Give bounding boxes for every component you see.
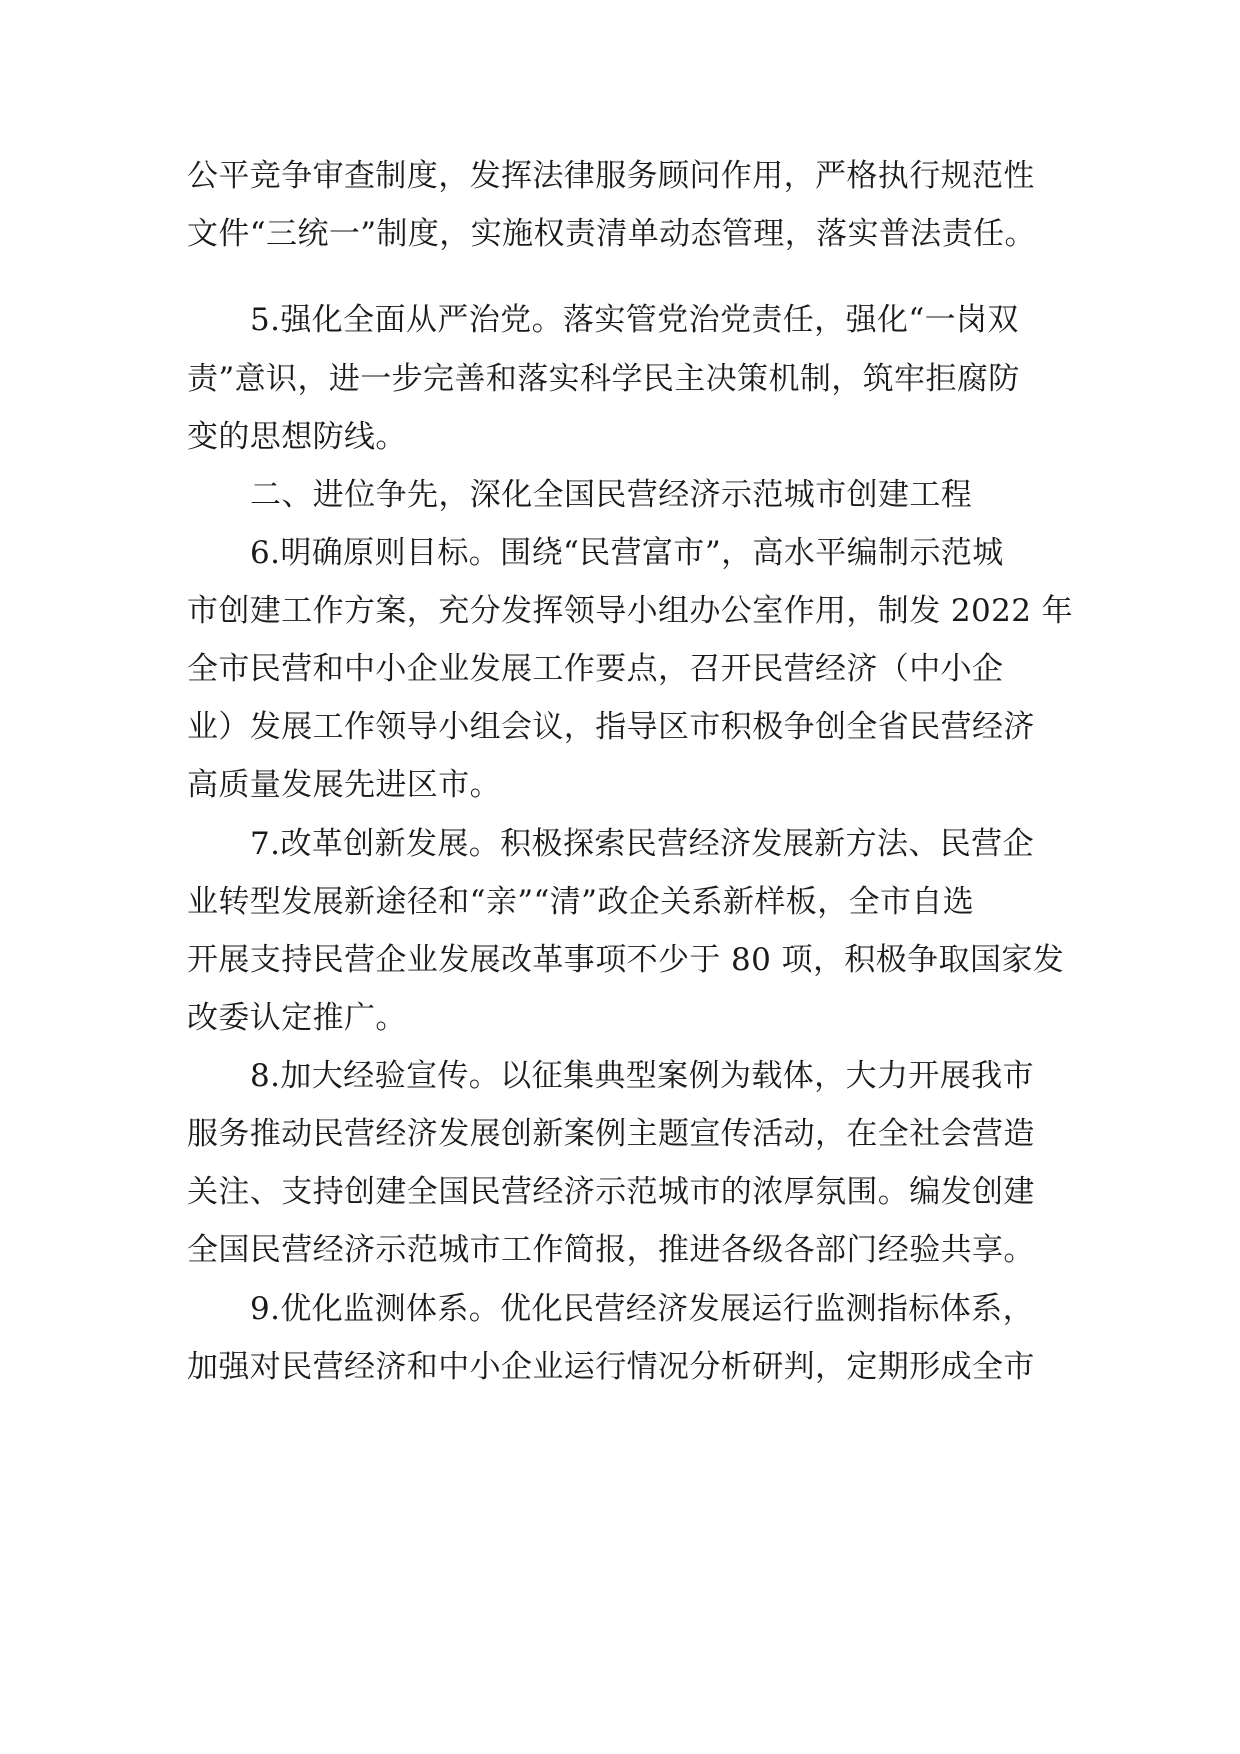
text-line: 业转型发展新途径和“亲”“清”政企关系新样板，全市自选 (187, 884, 975, 920)
text-line: 改委认定推广。 (187, 1000, 407, 1036)
paragraph-6-start: 6.明确原则目标。围绕“民营富市”，高水平编制示范城 (250, 535, 1004, 571)
text-line: 文件“三统一”制度，实施权责清单动态管理，落实普法责任。 (187, 216, 1036, 252)
section-heading: 二、进位争先，深化全国民营经济示范城市创建工程 (250, 477, 973, 513)
paragraph-8-start: 8.加大经验宣传。以征集典型案例为载体，大力开展我市 (250, 1058, 1034, 1094)
text-line: 公平竞争审查制度，发挥法律服务顾问作用，严格执行规范性 (187, 158, 1035, 194)
text-line: 高质量发展先进区市。 (187, 767, 501, 803)
text-line: 关注、支持创建全国民营经济示范城市的浓厚氛围。编发创建 (187, 1174, 1035, 1210)
paragraph-5-start: 5.强化全面从严治党。落实管党治党责任，强化“一岗双 (250, 302, 1019, 338)
text-line: 服务推动民营经济发展创新案例主题宣传活动，在全社会营造 (187, 1116, 1035, 1152)
text-line: 变的思想防线。 (187, 419, 407, 455)
text-line: 全国民营经济示范城市工作简报，推进各级各部门经验共享。 (187, 1232, 1035, 1268)
text-line: 业）发展工作领导小组会议，指导区市积极争创全省民营经济 (187, 709, 1035, 745)
text-line: 全市民营和中小企业发展工作要点，召开民营经济（中小企 (187, 651, 1004, 687)
text-line: 市创建工作方案，充分发挥领导小组办公室作用，制发 2022 年 (187, 593, 1073, 629)
text-line: 加强对民营经济和中小企业运行情况分析研判，定期形成全市 (187, 1349, 1035, 1385)
text-line: 责”意识，进一步完善和落实科学民主决策机制，筑牢拒腐防 (187, 361, 1020, 397)
text-line: 开展支持民营企业发展改革事项不少于 80 项，积极争取国家发 (187, 942, 1065, 978)
paragraph-7-start: 7.改革创新发展。积极探索民营经济发展新方法、民营企 (250, 826, 1034, 862)
paragraph-9-start: 9.优化监测体系。优化民营经济发展运行监测指标体系， (250, 1291, 1034, 1327)
